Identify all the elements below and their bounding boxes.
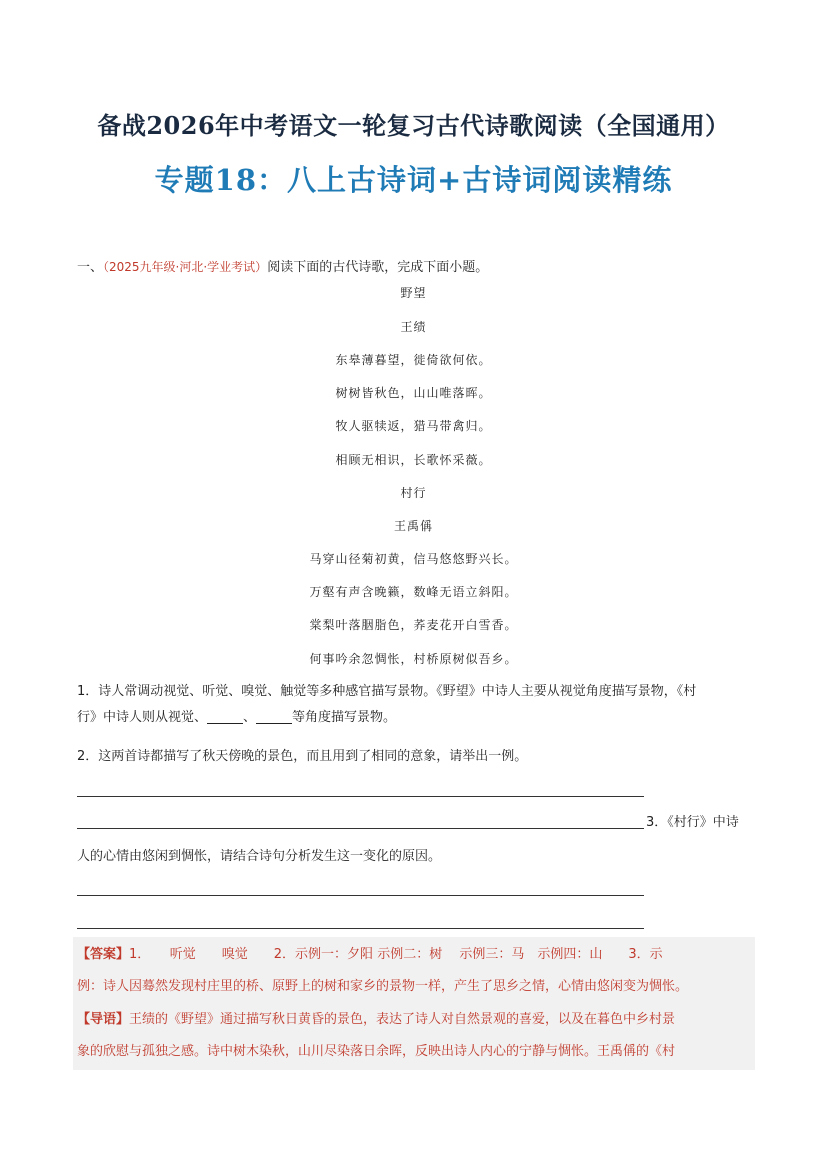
answer-line[interactable]	[77, 928, 644, 929]
question-number: 一、	[77, 260, 104, 275]
poem-title: 村行	[400, 486, 427, 500]
answer-line[interactable]	[77, 895, 644, 896]
poem-line: 东皋薄暮望，徙倚欲何依。	[335, 353, 492, 367]
subquestion-3-start: 3．《村行》中诗	[646, 815, 739, 830]
answer-blank[interactable]	[256, 709, 292, 724]
question-heading	[77, 256, 488, 275]
poem-line: 何事吟余忽惆怅，村桥原树似吾乡。	[309, 652, 518, 666]
guide-line-2: 象的欣慰与孤独之感。诗中树木染秋，山川尽染落日余晖，反映出诗人内心的宁静与惆怅。王禹偁的《村	[77, 1044, 676, 1059]
answer-line[interactable]	[77, 828, 644, 829]
poem-line: 牧人驱犊返，猎马带禽归。	[335, 419, 492, 433]
guide-tag: 【导语】	[77, 1012, 130, 1027]
answer-line-1: 【答案】1． 听觉 嗅觉 2．示例一：夕阳 示例二：树 示例三：马 示例四：山 3．示	[77, 947, 663, 962]
answer-blank[interactable]	[207, 709, 243, 724]
poem-line: 马穿山径菊初黄，信马悠悠野兴长。	[309, 552, 518, 566]
document-subtitle: 专题18：八上古诗词+古诗词阅读精练	[154, 163, 673, 197]
poem-line: 万壑有声含晚籁，数峰无语立斜阳。	[309, 585, 518, 599]
subquestion-1-line1: 1．诗人常调动视觉、听觉、嗅觉、触觉等多种感官描写景物。《野望》中诗人主要从视觉角度描写景物，《村	[77, 684, 697, 699]
answer-line-2: 例：诗人因蓦然发现村庄里的桥、原野上的树和家乡的景物一样，产生了思乡之情，心情由悠闲变为惆怅。	[77, 979, 689, 994]
guide-line-1: 【导语】王绩的《野望》通过描写秋日黄昏的景色，表达了诗人对自然景观的喜爱，以及在暮色中乡村景	[77, 1012, 676, 1027]
poem-title: 野望	[400, 286, 427, 300]
document-title: 备战2026年中考语文一轮复习古代诗歌阅读（全国通用）	[97, 111, 730, 140]
question-source: （2025九年级·河北·学业考试）	[103, 260, 268, 274]
subquestion-1	[77, 681, 757, 729]
poem-line: 棠梨叶落胭脂色，荞麦花开白雪香。	[309, 618, 518, 632]
answer-line[interactable]	[77, 796, 644, 797]
poem-line: 树树皆秋色，山山唯落晖。	[335, 386, 492, 400]
subquestion-2: 2．这两首诗都描写了秋天傍晚的景色，而且用到了相同的意象，请举出一例。	[77, 749, 528, 764]
subquestion-1-line2: 行》中诗人则从视觉、 、 等角度描写景物。	[77, 710, 397, 725]
answer-tag: 【答案】	[77, 947, 130, 962]
poem-author: 王绩	[400, 320, 427, 334]
poem-author: 王禹偁	[393, 519, 433, 533]
question-instruction: 阅读下面的古代诗歌，完成下面小题。	[267, 260, 489, 275]
subquestion-3-cont: 人的心情由悠闲到惆怅，请结合诗句分析发生这一变化的原因。	[77, 849, 442, 864]
poem-line: 相顾无相识，长歌怀采薇。	[335, 453, 492, 467]
